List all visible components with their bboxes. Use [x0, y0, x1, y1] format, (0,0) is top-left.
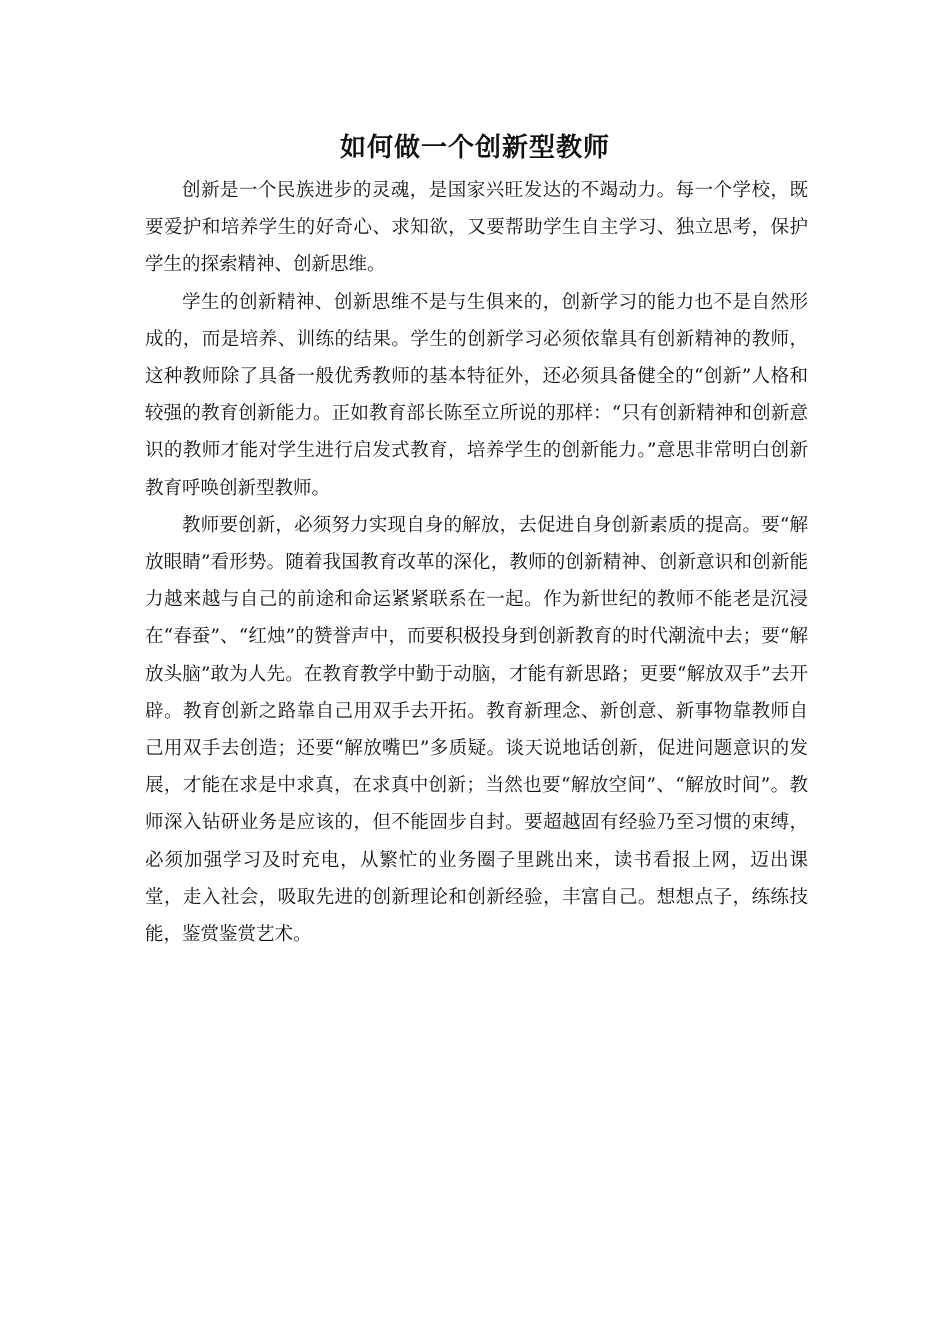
document-title: 如何做一个创新型教师	[339, 133, 610, 163]
paragraph-3: 教师要创新，必须努力实现自身的解放，去促进自身创新素质的提高。要“解放眼睛”看形势。随着我国教育改革的深化，教师的创新精神、创新意识和创新能力越来越与自己的前途和命运紧紧联系在一起。作为新世纪的教师不能老是沉浸在“春蚕”、“红烛”的赞誉声中，而要积极投身到创新教育的时代潮流中去；要“解放头脑”敢为人先。在教育教学中勤于动脑，才能有新思路；更要“解放双手”去开辟。教育创新之路靠自己用双手去开拓。教育新理念、新创意、新事物靠教师自己用双手去创造；还要“解放嘴巴”多质疑。谈天说地话创新，促进问题意识的发展，才能在求是中求真，在求真中创新；当然也要“解放空间”、“解放时间”。教师深入钻研业务是应该的，但不能固步自封。要超越固有经验乃至习惯的束缚，必须加强学习及时充电，从繁忙的业务圈子里跳出来，读书看报上网，迈出课堂，走入社会，吸取先进的创新理论和创新经验，丰富自己。想想点子，练练技能，鉴赏鉴赏艺术。	[145, 514, 808, 946]
paragraph-2: 学生的创新精神、创新思维不是与生俱来的，创新学习的能力也不是自然形成的，而是培养、训练的结果。学生的创新学习必须依靠具有创新精神的教师，这种教师除了具备一般优秀教师的基本特征外，还必须具备健全的“创新”人格和较强的教育创新能力。正如教育部长陈至立所说的那样：“只有创新精神和创新意识的教师才能对学生进行启发式教育，培养学生的创新能力。”意思非常明白创新教育呼唤创新型教师。	[145, 291, 808, 499]
document-body	[145, 172, 808, 953]
paragraph-1: 创新是一个民族进步的灵魂，是国家兴旺发达的不竭动力。每一个学校，既要爱护和培养学生的好奇心、求知欲，又要帮助学生自主学习、独立思考，保护学生的探索精神、创新思维。	[145, 180, 808, 276]
